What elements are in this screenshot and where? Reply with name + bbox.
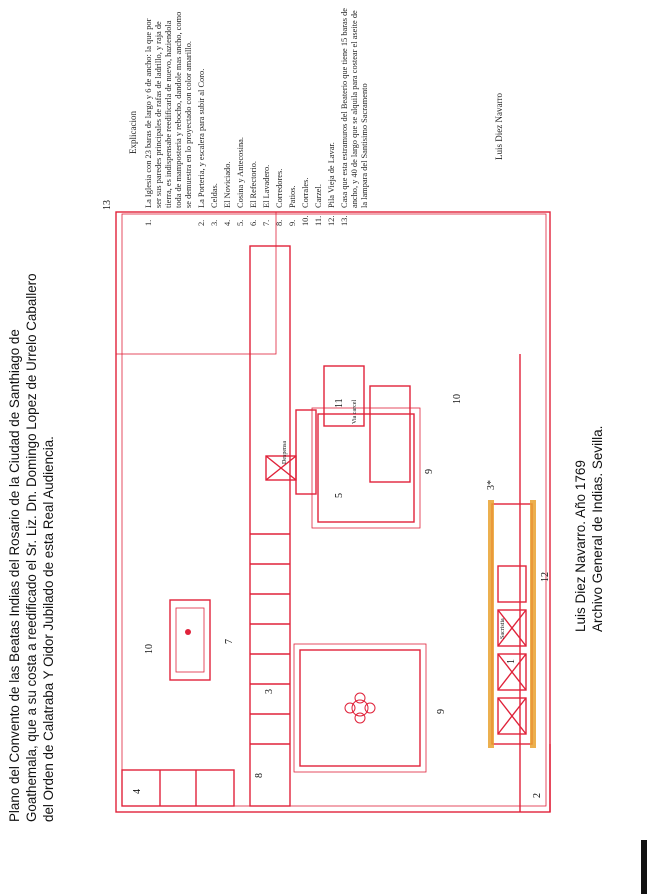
label-9-a: 9: [436, 709, 447, 714]
label-8: 8: [254, 773, 265, 778]
credit-author: Luis Diez Navarro. Año 1769: [573, 460, 588, 632]
kitchen-block: [296, 410, 316, 494]
cells-row-left: [250, 246, 290, 806]
explanation-item: 10. Corrales.: [301, 177, 310, 226]
explanation-heading: Explicacion: [128, 111, 138, 154]
label-10-b: 10: [452, 394, 463, 404]
label-7: 7: [224, 639, 235, 644]
credits: [572, 426, 606, 632]
explanation-item: 8. Corredores.: [275, 168, 284, 226]
novitiate-block: [122, 770, 234, 806]
explanation-list: [144, 8, 373, 226]
label-11: 11: [334, 398, 345, 408]
explanation-item: 11. Carzel.: [314, 184, 323, 226]
church-bay: [498, 566, 526, 602]
explanation-item: 1. La Iglesia con 23 baras de largo y 6 de ancho: la que por ser sus paredes principales de rafas de ladrillo, y raja de tierra, es indispensabe reedificarla de nuevo, haziendola toda de mamposteria y rebocho, dandole mas ancho, como se demuestra en lo proyectado con color amarillo.: [144, 11, 193, 226]
explanation-item: 4. El Noviciado.: [223, 161, 232, 226]
fountain-ornament: [345, 693, 375, 723]
label-1: 1: [506, 659, 517, 664]
explanation-item: 12. Pila Vieja de Lavar.: [327, 142, 336, 226]
scan-edge-bar: [641, 840, 647, 894]
explanation-item: 5. Cosina y Antecosina.: [236, 137, 245, 226]
explanation-item: 7. El Lavadero.: [262, 164, 271, 226]
explanation-item: 2. La Porteria, y escalera para subir al Coro.: [197, 68, 206, 226]
carcel-block: [324, 366, 364, 426]
label-5: 5: [334, 493, 345, 498]
label-10-a: 10: [144, 644, 155, 654]
title-line-2: Goathemala, que a su costa a reedificado el Sr. Liz. Dn. Domingo Lopez de Urrelo Caballero: [24, 273, 39, 822]
yellow-project-band: [530, 500, 536, 748]
corridor-left: [294, 644, 426, 772]
yellow-project-band: [488, 500, 494, 748]
patio-right: [318, 414, 414, 522]
signature: Luis Diez Navarro: [494, 93, 504, 160]
explanation-item: 3. Celdas.: [210, 183, 219, 226]
label-despensa: Despensa: [282, 441, 288, 464]
label-sacristia: Sacristia: [500, 618, 506, 639]
label-2: 2: [532, 793, 543, 798]
outer-boundary: [116, 212, 550, 812]
label-13: 13: [102, 200, 113, 210]
lavadero-marker: [185, 629, 191, 635]
label-4: 4: [132, 789, 143, 794]
label-3: 3: [264, 689, 275, 694]
title-line-3: del Orden de Calatraba Y Oidor Jubilado de esta Real Audiencia.: [41, 436, 56, 822]
label-3-star: 3*: [486, 480, 497, 490]
title-line-1: Plano del Convento de las Beatas Indias del Rosario de la Ciudad de Santhiago de: [7, 329, 22, 822]
label-12: 12: [540, 572, 551, 582]
credit-archive: Archivo General de Indias. Sevilla.: [590, 425, 605, 632]
patio-left: [300, 650, 420, 766]
annex-13: [116, 212, 276, 354]
explanation-item: 9. Patios.: [288, 185, 297, 226]
outer-boundary-inner: [122, 214, 546, 806]
explanation-item: 13. Casa que esta estramuros del Beaterio que tiene 15 baras de ancho, y 40 de largo que se alquila para costear el aseite de la lampara del Santisimo Sacramento: [340, 8, 369, 226]
label-via-carcel: Via carcel: [352, 399, 358, 424]
lavadero-inner: [176, 608, 204, 672]
upper-cells: [370, 386, 410, 482]
explanation-item: 6. El Refectorio.: [249, 161, 258, 226]
label-9-b: 9: [424, 469, 435, 474]
